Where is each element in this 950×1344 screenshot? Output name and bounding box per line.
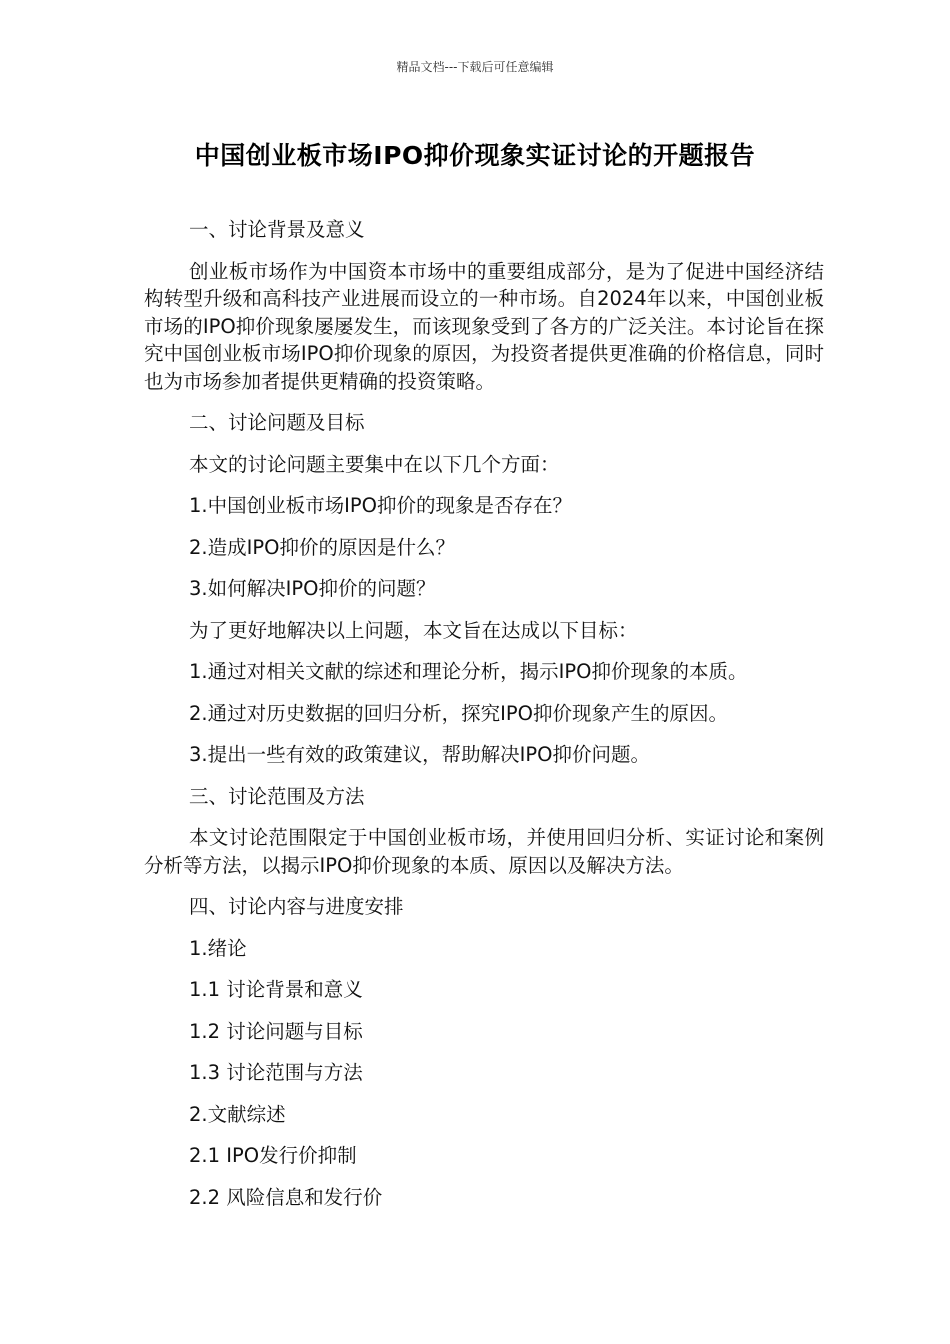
list-item-question-1: 1.中国创业板市场IPO抑价的现象是否存在？ — [189, 494, 572, 517]
document-body — [144, 216, 824, 1225]
header-note: 精品文档---下载后可任意编辑 — [396, 60, 554, 74]
outline-item-1: 1.绪论 — [189, 936, 247, 960]
section-heading-scope: 三、讨论范围及方法 — [189, 784, 365, 808]
paragraph-questions-intro: 本文的讨论问题主要集中在以下几个方面： — [189, 452, 560, 476]
document-title: 中国创业板市场IPO抑价现象实证讨论的开题报告 — [194, 141, 756, 170]
section-heading-background: 一、讨论背景及意义 — [189, 218, 365, 241]
paragraph-scope: 本文讨论范围限定于中国创业板市场，并使用回归分析、实证讨论和案例分析等方法，以揭示IPO抑价现象的本质、原因以及解决方法。 — [144, 826, 824, 877]
paragraph-goals-intro: 为了更好地解决以上问题，本文旨在达成以下目标： — [189, 618, 638, 642]
outline-item-1-2: 1.2 讨论问题与目标 — [189, 1019, 363, 1043]
outline-item-2-1: 2.1 IPO发行价抑制 — [189, 1144, 357, 1167]
outline-item-2: 2.文献综述 — [189, 1102, 286, 1126]
list-item-question-2: 2.造成IPO抑价的原因是什么？ — [189, 535, 455, 559]
list-item-question-3: 3.如何解决IPO抑价的问题？ — [189, 577, 436, 600]
section-heading-questions: 二、讨论问题及目标 — [189, 411, 365, 434]
section-heading-content: 四、讨论内容与进度安排 — [189, 895, 404, 918]
outline-item-2-2: 2.2 风险信息和发行价 — [189, 1185, 383, 1209]
list-item-goal-1: 1.通过对相关文献的综述和理论分析，揭示IPO抑价现象的本质。 — [189, 660, 748, 683]
list-item-goal-3: 3.提出一些有效的政策建议，帮助解决IPO抑价问题。 — [189, 743, 650, 766]
paragraph-background: 创业板市场作为中国资本市场中的重要组成部分，是为了促进中国经济结构转型升级和高科技产业进展而设立的一种市场。自2024年以来，中国创业板市场的IPO抑价现象屡屡发生，而该现象受到了各方的广泛关注。本讨论旨在探究中国创业板市场IPO抑价现象的原因，为投资者提供更准确的价格信息，同时也为市场参加者提供更精确的投资策略。 — [144, 259, 824, 393]
outline-item-1-1: 1.1 讨论背景和意义 — [189, 978, 363, 1001]
list-item-goal-2: 2.通过对历史数据的回归分析，探究IPO抑价现象产生的原因。 — [189, 701, 728, 725]
outline-item-1-3: 1.3 讨论范围与方法 — [189, 1061, 363, 1084]
